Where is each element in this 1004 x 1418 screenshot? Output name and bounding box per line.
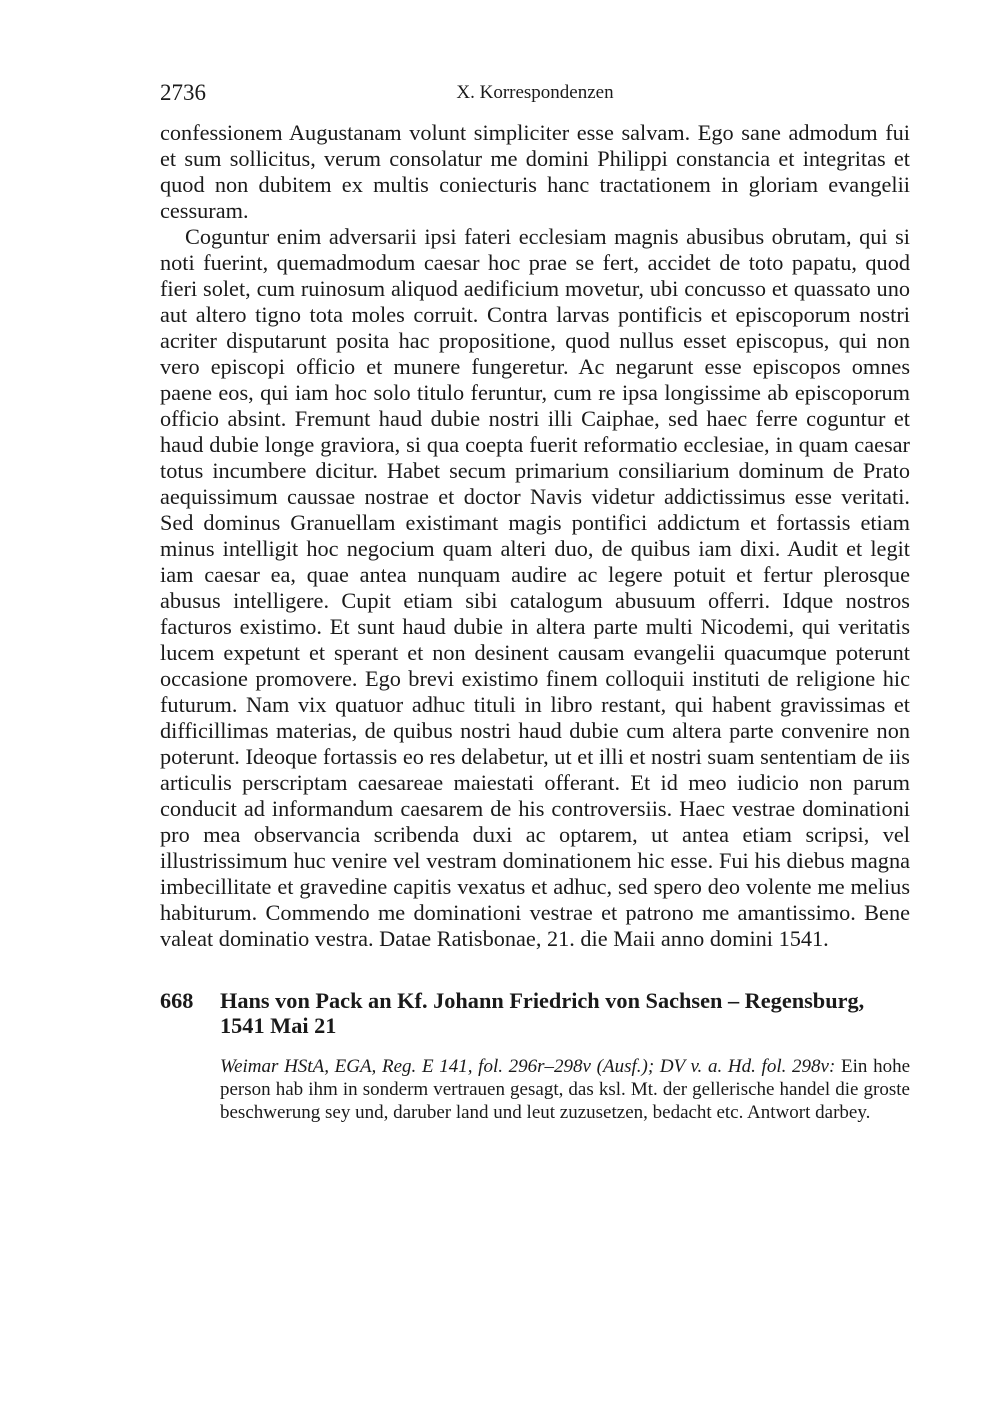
body-paragraph: Coguntur enim adversarii ipsi fateri ecclesiam magnis abusibus obrutam, qui si noti fuerint, quemadmodum caesar hoc prae se fert, accidet de toto papatu, quod fieri solet, cum ruinosum aliquod aedificium movetur, ubi concusso et quassato uno aut altero tigno tota moles corruit. Contra larvas pontificis et episcoporum nostri acriter disputarunt posita hac propositione, quod nullus esset episcopus, qui non vero episcopi officio et munere fungeretur. Ac negarunt esse episcopos omnes paene eos, qui iam hoc solo titulo feruntur, cum re ipsa longissime ab episcoporum officio absint. Fremunt haud dubie nostri illi Caiphae, sed haec ferre coguntur et haud dubie longe graviora, si qua coepta fuerit reformatio ecclesiae, in quam caesar totus incumbere dicitur. Habet secum primarium consiliarium dominum de Prato aequissimum caussae nostrae et doctor Navis videtur addictissimus esse veritati. Sed dominus Granuellam existimant magis pontifici addictum et fortassis etiam minus intelligit hoc negocium quam alteri duo, de quibus iam dixi. Audit et legit iam caesar ea, quae antea nunquam audire ac legere potuit et fertur plerosque abusus intelligere. Cupit etiam sibi catalogum abusuum offerri. Idque nostros facturos existimo. Et sunt haud dubie in altera parte multi Nicodemi, qui veritatis lucem expetunt et sperant et non desinent causam evangelii quacumque poterunt occasione promovere. Ego brevi existimo finem colloquii instituti de religione hic futurum. Nam vix quatuor adhuc tituli in libro restant, qui habent gravissimas et difficillimas materias, de quibus nostri haud dubie cum altera parte convenire non poterunt. Ideoque fortassis eo res delabetur, ut et illi et nostri suam sententiam de iis articulis perscriptam caesareae maiestati offerant. Et id meo iudicio non parum conducit ad informandum caesarem de his controversiis. Haec vestrae dominationi pro mea observancia scribenda duxi ac optarem, ut antea etiam scripsi, vel illustrissimum huc venire vel vestram dominationem hic esse. Fui his diebus magna imbecillitate et gravedine capitis vexatus et adhuc, sed spero deo volente me melius habiturum. Commendo me dominationi vestrae et patrono me amantissimo. Bene valeat dominatio vestra. Datae Ratisbonae, 21. die Maii anno domini 1541. [160, 224, 910, 951]
body-paragraph: confessionem Augustanam volunt simpliciter esse salvam. Ego sane admodum fui et sum sollicitus, verum consolatur me domini Philippi constancia et integritas et quod non dubitem ex multis coniecturis hanc tractationem in gloriam evangelii cessuram. [160, 120, 910, 223]
document-number: 668 [160, 988, 194, 1013]
document-title: Hans von Pack an Kf. Johann Friedrich von Sachsen – Regensburg, 1541 Mai 21 [220, 988, 865, 1038]
running-title: X. Korrespondenzen [456, 82, 614, 103]
source-reference: Weimar HStA, EGA, Reg. E 141, fol. 296r–298v (Ausf.); DV v. a. Hd. fol. 298v: [220, 1056, 836, 1077]
running-head [160, 78, 910, 108]
document-page [160, 78, 910, 1124]
letter-body [160, 120, 910, 952]
page-number: 2736 [160, 80, 206, 105]
source-block [220, 1055, 910, 1124]
document-heading [160, 988, 910, 1038]
document-summary: Ein hohe person hab ihm in sonderm vertrauen gesagt, das ksl. Mt. der gellerische handel die groste beschwerung sey und, daruber land und leut zuzusetzen, bedacht etc. Antwort darbey. [220, 1056, 910, 1123]
